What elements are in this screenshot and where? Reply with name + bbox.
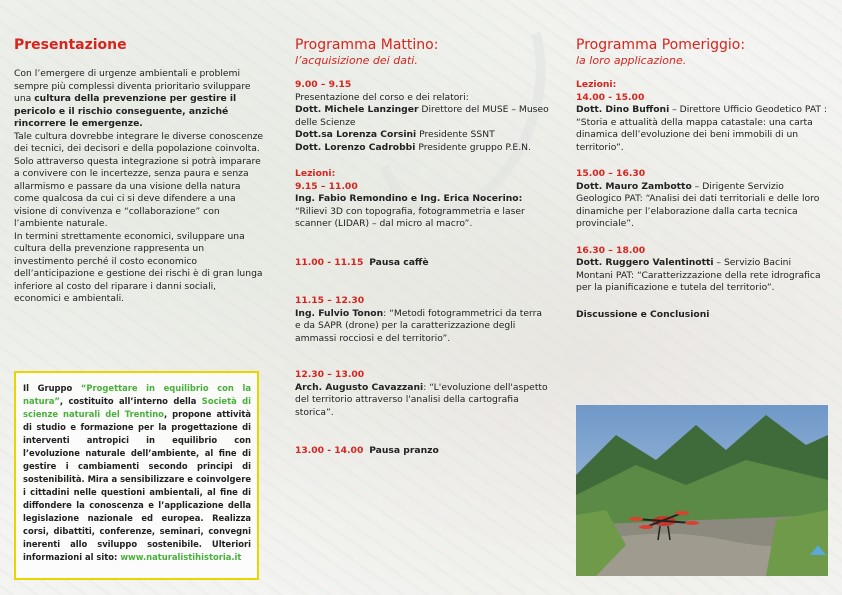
pm-time-2: 15.00 – 16.30: [576, 168, 646, 179]
p1-text: Con l’emergere di urgenze ambientali e problemi sempre più complessi diventa prioritario sviluppare una: [14, 68, 251, 104]
pm-time-1: 14.00 - 15.00: [576, 91, 645, 103]
pm-session-1: [576, 79, 828, 154]
pm-time-3: 16.30 – 18.00: [576, 244, 646, 256]
drone-photo-svg: [576, 405, 828, 576]
society-name: Società di scienze naturali del Trentino: [23, 396, 251, 419]
speaker-7-name: Arch. Augusto Cavazzani: [295, 381, 424, 393]
talk-4-title: “Rilievi 3D con topografia, fotogrammetria e laser scanner (LIDAR) – dal micro al macro”.: [295, 205, 525, 229]
mattino-title: Programma Mattino:: [295, 37, 439, 53]
coffee-break: [295, 257, 550, 270]
speaker-2: [295, 129, 550, 142]
box-t3: , costituito all’interno della: [59, 396, 202, 406]
paragraph-4: In termini strettamente economici, sviluppare una cultura della prevenzione rappresenta un investimento perché il costo economico dell’anticipazione e gestione dei rischi è di gran lunga inferiore al costo del riparare i danni sociali, economici e ambientali.: [14, 230, 263, 304]
speaker-2-name: Dott.sa Lorenza Corsini: [295, 129, 417, 140]
time-4: 11.15 – 12.30: [295, 295, 365, 306]
speaker-3-role: Presidente gruppo P.E.N.: [415, 141, 531, 153]
pausa-caffe: Pausa caffè: [369, 256, 429, 268]
pm-speaker-3-name: Dott. Ruggero Valentinotti: [576, 257, 714, 268]
drone-landscape-photo: [576, 405, 828, 576]
speaker-3-name: Dott. Lorenzo Cadrobbi: [295, 141, 416, 153]
pm-speaker-1-name: Dott. Dino Buffoni: [576, 104, 670, 115]
speaker-6-name: Ing. Fulvio Tonon: [295, 307, 384, 319]
talk-7-title: : “L'evoluzione dell'aspetto del territorio attraverso l'analisi della cartografia storica”.: [295, 381, 548, 418]
lunch-break: [295, 445, 550, 458]
p1-bold: cultura della prevenzione per gestire il pericolo e il rischio conseguente, anziché rincorrere le emergenze.: [14, 93, 237, 129]
session-1: [295, 79, 550, 154]
session-2: [295, 168, 550, 231]
time-3: 11.00 - 11.15: [295, 256, 364, 268]
time-2: 9.15 – 11.00: [295, 180, 358, 192]
time-5: 12.30 – 13.00: [295, 369, 365, 380]
speaker-1-name: Dott. Michele Lanzinger: [295, 104, 419, 115]
pomeriggio-subtitle: la loro applicazione.: [576, 54, 687, 67]
speaker-4-name: Ing. Fabio Remondino e Ing. Erica Nocerino:: [295, 193, 523, 204]
session-3: [295, 295, 550, 345]
mattino-subtitle: l’acquisizione dei dati.: [295, 54, 418, 67]
pomeriggio-title: Programma Pomeriggio:: [576, 37, 746, 53]
programma-mattino-column: [295, 36, 550, 472]
box-t1: Il Gruppo: [23, 383, 81, 393]
pm-talk-3: – Servizio Bacini Montani PAT: “Caratterizzazione della rete idrografica per la pianificazione e tutela del territorio”.: [576, 257, 821, 293]
talk-6-title: : “Metodi fotogrammetrici da terra e da SAPR (drone) per la caratterizzazione degli ammassi rocciosi e del territorio”.: [295, 307, 543, 344]
pm-session-3: [576, 245, 828, 295]
paragraph-1: [14, 68, 264, 131]
group-name: “Progettare in equilibrio con la natura”: [23, 383, 252, 406]
presentazione-column: [14, 36, 264, 306]
pm-lezioni-label: Lezioni:: [576, 79, 617, 90]
pm-talk-1: – Direttore Ufficio Geodetico PAT : “Storia e attualità della mappa catastale: una carta dinamica dell’evoluzione dei beni immobili di un territorio”.: [576, 104, 828, 153]
gruppo-text: [23, 382, 251, 564]
speaker-1: [295, 104, 550, 129]
programma-pomeriggio-column: [576, 36, 828, 321]
website-link[interactable]: www.naturalistihistoria.it: [120, 552, 242, 562]
paragraph-3: Solo attraverso questa integrazione si potrà imparare a convivere con le incertezze, senza paura e senza allarmismo e passare da una visione della natura come qualcosa da cui ci si deve difendere a una visione di convivenza e “collaborazione” con l’ambiente naturale.: [14, 155, 261, 229]
gruppo-info-box: [14, 371, 259, 580]
session-4: [295, 369, 550, 419]
pm-speaker-2-name: Dott. Mauro Zambotto: [576, 180, 692, 192]
paragraph-2: Tale cultura dovrebbe integrare le diverse conoscenze dei tecnici, dei decisori e della popolazione coinvolta.: [14, 130, 264, 154]
pausa-pranzo: Pausa pranzo: [369, 445, 439, 456]
box-t5: , propone attività di studio e formazione per la progettazione di interventi antropici in equilibrio con l’evoluzione naturale dell’ambiente, al fine di gestire i cambiamenti secondo principi di sostenibilità. Mira a sensibilizzare e coinvolgere i cittadini nelle questioni ambientali, al fine di diffondere la conoscenza e l’applicazione della legislazione nazionale ed europea. Realizza corsi, dibattiti, conferenze, seminari, convegni inerenti allo sviluppo sostenibile. Ulteriori informazioni al sito:: [23, 409, 252, 562]
lezioni-label: Lezioni:: [295, 168, 336, 179]
presentazione-title: Presentazione: [14, 37, 127, 53]
session-1-label: Presentazione del corso e dei relatori:: [295, 91, 469, 103]
time-1: 9.00 – 9.15: [295, 79, 352, 90]
time-6: 13.00 - 14.00: [295, 445, 364, 456]
pm-talk-2: – Dirigente Servizio Geologico PAT: “Analisi dei dati territoriali e delle loro dinamiche per l’elaborazione dalla carta tecnica provinciale”.: [576, 180, 820, 229]
speaker-1-role: Direttore del MUSE – Museo delle Scienze: [295, 104, 549, 128]
speaker-3: [295, 142, 550, 155]
discussione-conclusioni: Discussione e Conclusioni: [576, 308, 710, 320]
pm-session-2: [576, 168, 828, 231]
speaker-2-role: Presidente SSNT: [416, 129, 495, 140]
